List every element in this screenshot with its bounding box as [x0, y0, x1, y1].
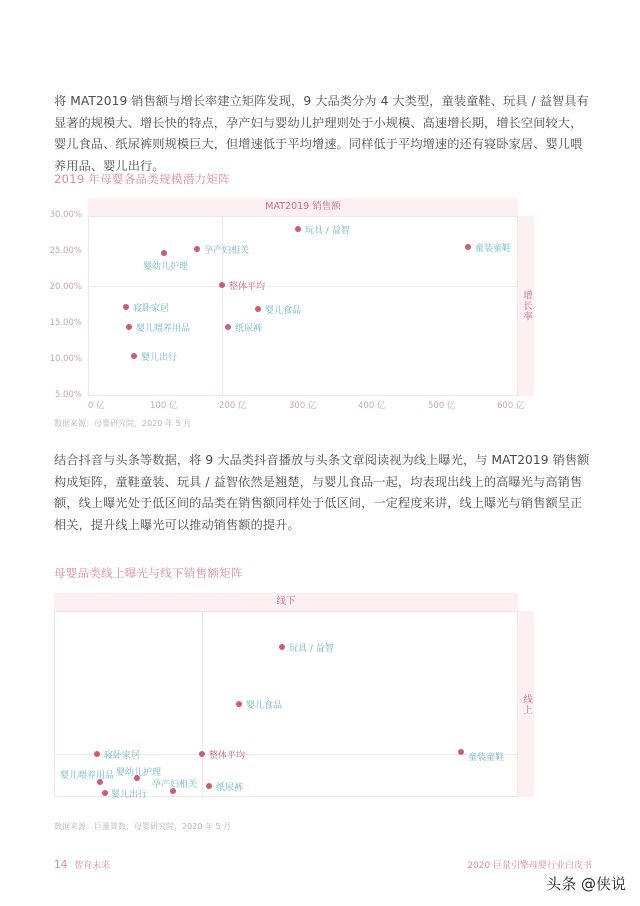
x-tick: 500 亿 [428, 401, 456, 411]
point-label: 孕产妇相关 [204, 246, 250, 256]
exposure-paragraph: 结合抖音与头条等数据，将 9 大品类抖音播放与头条文章阅读视为线上曝光，与 MAT2019 销售额构成矩阵，童鞋童装、玩具 / 益智依然是翘楚，与婴儿食品一起，均表现出线上的高曝光与高销售额，线上曝光处于低区间的品类在销售额同样处于低区间，一定程度来讲，线上曝光与销售额呈正相关，提升线上曝光可以推动销售额的提升。 [54, 453, 590, 532]
point-label: 纸尿裤 [216, 783, 244, 793]
point-label: 孕产妇相关 [152, 780, 198, 790]
y-tick: 25.00% [49, 246, 82, 256]
point-label: 婴儿喂养用品 [60, 771, 115, 781]
page-footer-left [54, 858, 110, 871]
point-label: 童装童鞋 [468, 753, 505, 763]
point-label: 婴儿出行 [141, 353, 178, 363]
point-label: 婴儿食品 [265, 306, 302, 316]
data-point [94, 751, 100, 757]
watermark: 头条 @侠说 [546, 875, 626, 893]
point-label: 整体平均 [229, 282, 266, 292]
x-tick: 600 亿 [497, 401, 525, 411]
section-name: 智育未来 [74, 861, 111, 871]
data-point [199, 751, 205, 757]
point-label: 纸尿裤 [235, 324, 263, 334]
point-label: 婴幼儿护理 [143, 262, 189, 272]
x-tick: 400 亿 [358, 401, 386, 411]
point-label: 寝卧家居 [104, 751, 141, 761]
chart1-y-axis-label: 增长率 [521, 290, 532, 322]
point-label: 婴儿喂养用品 [136, 324, 191, 334]
point-label: 婴儿出行 [111, 790, 148, 800]
x-tick: 300 亿 [289, 401, 317, 411]
chart2-y-axis-band [518, 611, 534, 797]
chart1-title: 2019 年母婴各品类规模潜力矩阵 [54, 172, 231, 186]
point-label: 玩具 / 益智 [305, 226, 350, 236]
point-label: 婴幼儿护理 [116, 768, 162, 778]
chart2-title: 母婴品类线上曝光与线下销售额矩阵 [54, 566, 243, 580]
y-tick: 30.00% [49, 210, 82, 220]
chart1-source: 数据来源：母婴研究院，2020 年 5 月 [54, 419, 192, 428]
chart1-x-axis-label: MAT2019 销售额 [265, 201, 341, 212]
data-point [279, 644, 285, 650]
chart2-y-axis-label: 线上 [521, 693, 532, 715]
y-tick: 5.00% [54, 390, 82, 400]
y-tick: 20.00% [49, 282, 82, 292]
point-label: 整体平均 [209, 751, 246, 761]
point-label: 婴儿食品 [246, 701, 283, 711]
data-point [458, 749, 464, 755]
intro-paragraph: 将 MAT2019 销售额与增长率建立矩阵发现，9 大品类分为 4 大类型，童装童鞋、玩具 / 益智具有显著的规模大、增长快的特点，孕产妇与婴幼儿护理则处于小规模、高速增长期，增长空间较大，婴儿食品、纸尿裤则规模巨大，但增速低于平均增速。同样低于平均增速的还有寝卧家居、婴儿喂养用品、婴儿出行。 [54, 94, 589, 173]
chart2-source: 数据来源：巨量算数，母婴研究院，2020 年 5 月 [54, 822, 232, 831]
point-label: 童装童鞋 [475, 244, 512, 254]
data-point [206, 783, 212, 789]
x-tick: 200 亿 [219, 401, 247, 411]
point-label: 玩具 / 益智 [289, 644, 334, 654]
chart2-x-axis-label: 线下 [276, 596, 296, 607]
data-point [236, 701, 242, 707]
x-tick: 0 亿 [88, 401, 105, 411]
chart2-x-axis-band [54, 593, 518, 611]
chart2-vertical-divider [202, 611, 203, 797]
y-tick: 15.00% [49, 318, 82, 328]
x-tick: 100 亿 [150, 401, 178, 411]
data-point [102, 790, 108, 796]
doc-title: 2020 巨量引擎母婴行业白皮书 [467, 861, 592, 871]
page-number: 14 [54, 859, 68, 871]
point-label: 寝卧家居 [133, 304, 170, 314]
y-tick: 10.00% [49, 354, 82, 364]
